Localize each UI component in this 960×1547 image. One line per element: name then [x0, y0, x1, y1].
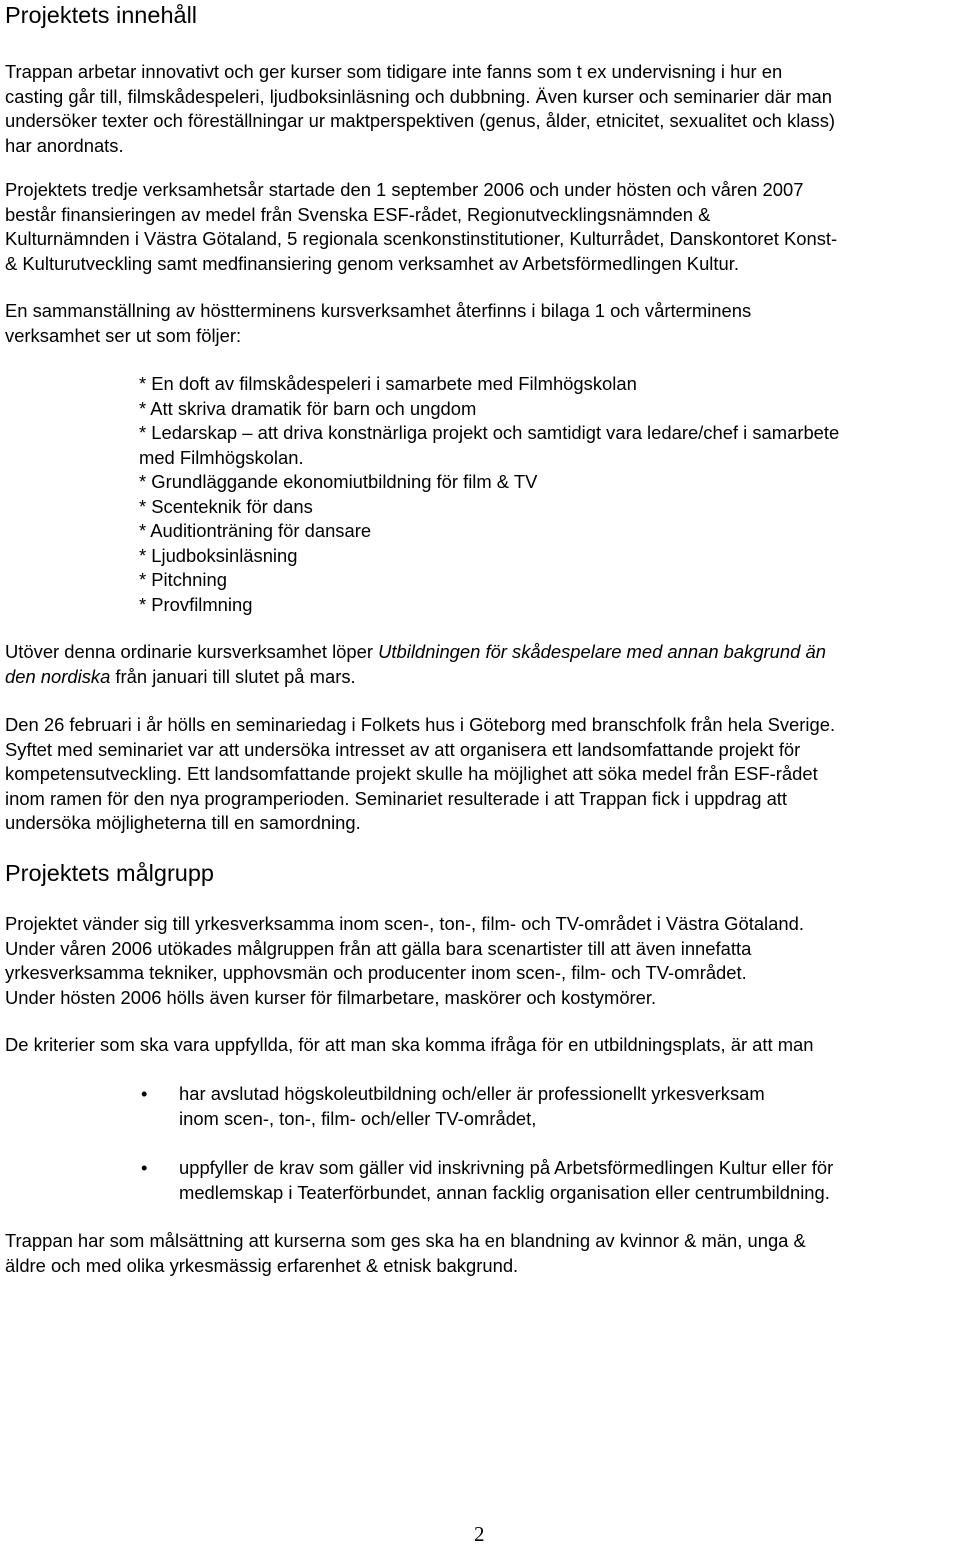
text-line	[5, 665, 952, 690]
text-line: yrkesverksamma tekniker, upphovsmän och producenter inom scen-, film- och TV-området.	[5, 962, 747, 983]
italic-title: den nordiska	[5, 665, 111, 687]
paragraph-actor-training	[5, 640, 952, 689]
course-item: * Scenteknik för dans	[139, 495, 313, 517]
text-line: En sammanställning av höstterminens kursverksamhet återfinns i bilaga 1 och vårterminens	[5, 300, 752, 321]
text-line: inom scen-, ton-, film- och/eller TV-området,	[179, 1107, 537, 1129]
text-line: Under hösten 2006 hölls även kurser för filmarbetare, maskörer och kostymörer.	[5, 986, 657, 1008]
course-item: * En doft av filmskådespeleri i samarbete med Filmhögskolan	[139, 373, 637, 394]
text-line: Under våren 2006 utökades målgruppen från att gälla bara scenartister till att även innefatta	[5, 937, 752, 959]
course-item: * Grundläggande ekonomiutbildning för film & TV	[139, 471, 538, 492]
text-line: uppfyller de krav som gäller vid inskrivning på Arbetsförmedlingen Kultur eller för	[179, 1157, 834, 1178]
criteria-text	[179, 1156, 833, 1205]
paragraph-seminar	[5, 713, 952, 836]
text-line: verksamhet ser ut som följer:	[5, 324, 242, 346]
text-line: Syftet med seminariet var att undersöka intresset av att organisera ett landsomfattande projekt för	[5, 738, 801, 760]
text-line: medlemskap i Teaterförbundet, annan facklig organisation eller centrumbildning.	[179, 1181, 830, 1203]
bullet-icon: •	[141, 1083, 148, 1104]
text-line: har avslutad högskoleutbildning och/eller är professionellt yrkesverksam	[179, 1083, 765, 1104]
text-line	[5, 640, 952, 665]
text-line: Trappan har som målsättning att kurserna som ges ska ha en blandning av kvinnor & män, unga &	[5, 1230, 806, 1251]
text-line: har anordnats.	[5, 134, 124, 156]
text-line: undersöka möjligheterna till en samordning.	[5, 812, 361, 833]
text-line: kompetensutveckling. Ett landsomfattande projekt skulle ha möjlighet att söka medel från ESF-rådet	[5, 763, 818, 784]
text-line: består finansieringen av medel från Svenska ESF-rådet, Regionutvecklingsnämnden &	[5, 203, 711, 225]
section-heading-contents: Projektets innehåll	[5, 2, 198, 28]
text-line: De kriterier som ska vara uppfyllda, för att man ska komma ifråga för en utbildningsplats, är att man	[5, 1034, 814, 1055]
course-item: med Filmhögskolan.	[139, 446, 304, 468]
text-line: äldre och med olika yrkesmässig erfarenhet & etnisk bakgrund.	[5, 1254, 519, 1276]
course-item: * Pitchning	[139, 569, 227, 590]
paragraph-target-group	[5, 912, 952, 1010]
text-line: Kulturnämnden i Västra Götaland, 5 regionala scenkonstinstitutioner, Kulturrådet, Danskontoret Konst-	[5, 228, 838, 249]
italic-title: Utbildningen för skådespelare med annan bakgrund än	[378, 641, 826, 662]
course-item: * Provfilmning	[139, 593, 253, 615]
paragraph-financing	[5, 178, 952, 276]
text-line: & Kulturutveckling samt medfinansiering genom verksamhet av Arbetsförmedlingen Kultur.	[5, 252, 739, 274]
text-line: inom ramen för den nya programperioden. Seminariet resulterade i att Trappan fick i uppdrag att	[5, 787, 788, 809]
course-item: * Ledarskap – att driva konstnärliga projekt och samtidigt vara ledare/chef i samarbete	[139, 422, 840, 443]
paragraph-summary	[5, 299, 952, 348]
course-item: * Ljudboksinläsning	[139, 544, 298, 566]
course-item: * Auditionträning för dansare	[139, 520, 372, 541]
criteria-text	[179, 1082, 765, 1131]
text-line: undersöker texter och föreställningar ur maktperspektiven (genus, ålder, etnicitet, sexualitet och klass)	[5, 110, 836, 131]
text-line: Projektet vänder sig till yrkesverksamma inom scen-, ton-, film- och TV-området i Västra Götaland.	[5, 913, 804, 934]
paragraph-diversity-goal	[5, 1229, 952, 1278]
course-list	[139, 372, 839, 617]
section-heading-target-group: Projektets målgrupp	[5, 860, 214, 886]
paragraph-criteria-intro	[5, 1033, 952, 1058]
text-segment: Utöver denna ordinarie kursverksamhet löper	[5, 641, 379, 662]
page-number: 2	[474, 1522, 485, 1546]
text-line: casting går till, filmskådespeleri, ljudboksinläsning och dubbning. Även kurser och seminarier där man	[5, 85, 832, 107]
text-line: Trappan arbetar innovativt och ger kurser som tidigare inte fanns som t ex undervisning i hur en	[5, 61, 783, 82]
text-segment: från januari till slutet på mars.	[110, 665, 356, 687]
text-line: Den 26 februari i år hölls en seminariedag i Folkets hus i Göteborg med branschfolk från hela Sverige.	[5, 714, 836, 735]
text-line: Projektets tredje verksamhetsår startade den 1 september 2006 och under hösten och våren 2007	[5, 179, 804, 200]
paragraph-intro	[5, 60, 952, 158]
bullet-icon: •	[141, 1157, 148, 1178]
course-item: * Att skriva dramatik för barn och ungdom	[139, 397, 477, 419]
